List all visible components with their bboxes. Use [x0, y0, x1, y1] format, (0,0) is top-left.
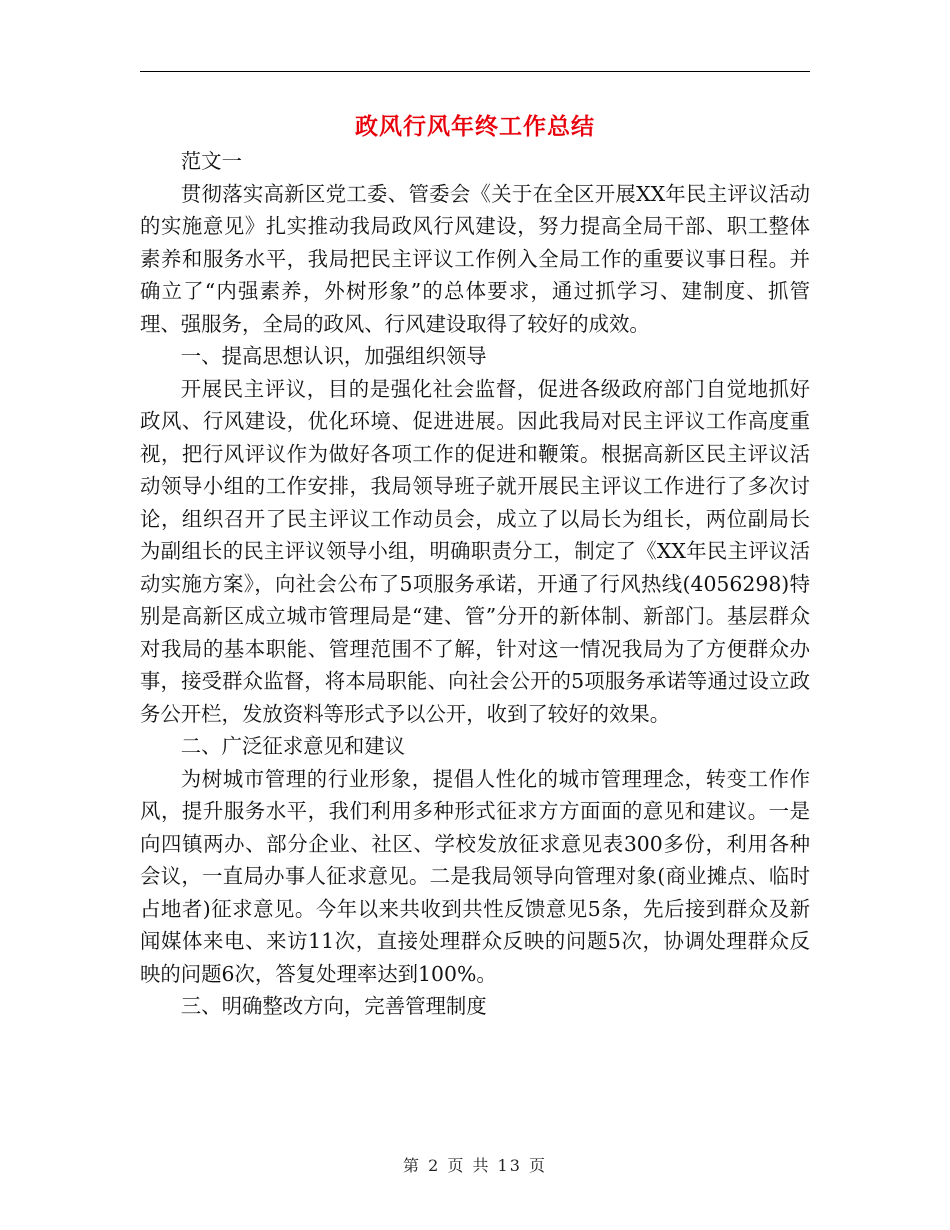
paragraph-intro: 贯彻落实高新区党工委、管委会《关于在全区开展XX年民主评议活动的实施意见》扎实推动我局政风行风建设，努力提高全局干部、职工整体素养和服务水平，我局把民主评议工作例入全局工作的重要议事日程。并确立了“内强素养，外树形象”的总体要求，通过抓学习、建制度、抓管理、强服务，全局的政风、行风建设取得了较好的成效。	[140, 181, 810, 336]
paragraph-sample-label: 范文一	[180, 149, 242, 173]
paragraph-section-2: 为树城市管理的行业形象，提倡人性化的城市管理理念，转变工作作风，提升服务水平，我们利用多种形式征求方方面面的意见和建议。一是向四镇两办、部分企业、社区、学校发放征求意见表300多份，利用各种会议，一直局办事人征求意见。二是我局领导向管理对象(商业摊点、临时占地者)征求意见。今年以来共收到共性反馈意见5条，先后接到群众及新闻媒体来电、来访11次，直接处理群众反映的问题5次，协调处理群众反映的问题6次，答复处理率达到100%。	[140, 766, 810, 986]
header-rule	[140, 71, 810, 72]
document-body	[140, 145, 810, 1023]
section-heading-1: 一、提高思想认识，加强组织领导	[180, 344, 487, 368]
paragraph-section-1: 开展民主评议，目的是强化社会监督，促进各级政府部门自觉地抓好政风、行风建设，优化环境、促进进展。因此我局对民主评议工作高度重视，把行风评议作为做好各项工作的促进和鞭策。根据高新区民主评议活动领导小组的工作安排，我局领导班子就开展民主评议工作进行了多次讨论，组织召开了民主评议工作动员会，成立了以局长为组长，两位副局长为副组长的民主评议领导小组，明确职责分工，制定了《XX年民主评议活动实施方案》，向社会公布了5项服务承诺，开通了行风热线(4056298)特别是高新区成立城市管理局是“建、管”分开的新体制、新部门。基层群众对我局的基本职能、管理范围不了解，针对这一情况我局为了方便群众办事，接受群众监督，将本局职能、向社会公开的5项服务承诺等通过设立政务公开栏，发放资料等形式予以公开，收到了较好的效果。	[140, 376, 810, 726]
section-heading-3: 三、明确整改方向，完善管理制度	[180, 994, 487, 1018]
section-heading-2: 二、广泛征求意见和建议	[180, 734, 406, 758]
document-title: 政风行风年终工作总结	[355, 113, 595, 140]
page-number: 第 2 页 共 13 页	[403, 1156, 547, 1175]
